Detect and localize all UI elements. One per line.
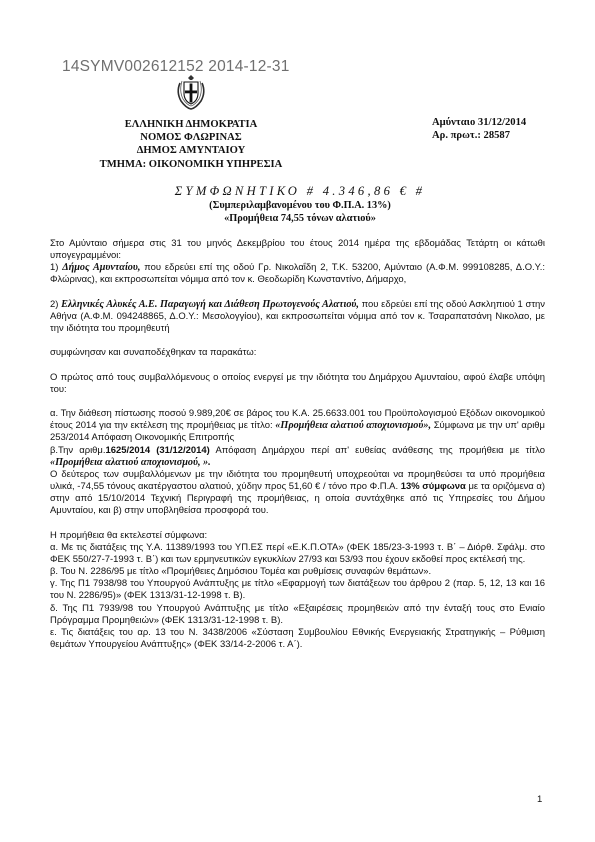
procurement-intro: Η προμήθεια θα εκτελεστεί σύμφωνα: <box>50 529 208 541</box>
document-identifier-watermark: 14SYMV002612152 2014-12-31 <box>62 58 290 75</box>
clause-beta <box>50 445 545 469</box>
party-one-details: που εδρεύει επί της οδού Γρ. Νικολαΐδη 2, Τ.Κ. 53200, Αμύνταιο (Α.Φ.Μ. 999108285, Δ.Ο.Υ.: Φλώρινας), και εκπροσωπείται νόμιμα από τον κ. Θεοδωρίδη Κωνσταντίνο, Δήμαρχο, <box>50 262 545 286</box>
page-number: 1 <box>537 794 543 805</box>
party-two-paragraph <box>50 299 545 335</box>
authority-line: ΝΟΜΟΣ ΦΛΩΡΙΝΑΣ <box>140 132 242 144</box>
protocol-number: Αρ. πρωτ.: 28587 <box>432 130 511 142</box>
contract-body <box>50 238 545 651</box>
clause-alpha <box>50 408 545 444</box>
clause-beta-prefix: β.Την αριθμ. <box>50 444 106 456</box>
authority-line: ΔΗΜΟΣ ΑΜΥΝΤΑΙΟΥ <box>136 145 246 157</box>
second-party-text: Ο δεύτερος των συμβαλλόμενων με την ιδιότητα του προμηθευτή υποχρεούται να προμηθεύσει τα υπό προμήθεια υλικά, -74,55 τόνους ακατέργαστου αλατιού, χύδην προς 51,60 € / τόνο προ Φ.Π.Α. <box>50 468 545 493</box>
document-date: Αμύνταιο 31/12/2014 <box>432 117 527 128</box>
party-one-paragraph <box>50 262 545 286</box>
issuing-authority-block <box>80 118 302 171</box>
clause-beta-decision-number: 1625/2014 (31/12/2014) <box>105 444 210 456</box>
contract-title: ΣΥΜΦΩΝΗΤΙΚΟ # 4.346,86 € # <box>174 184 426 198</box>
procurement-item: γ. Της Π1 7938/98 του Υπουργού Ανάπτυξης με τίτλο «Εφαρμογή των διατάξεων του άρθρου 2 (παρ. 5, 12, 13 και 16 του Ν. 2286/95)» (ΦΕΚ 1313/31-12-1998 τ. Β). <box>50 578 545 602</box>
intro-paragraph: Στο Αμύνταιο σήμερα στις 31 του μηνός Δεκεμβρίου του έτους 2014 ημέρα της εβδομάδας Τετάρτη οι κάτωθι υπογεγραμμένοι: <box>50 238 545 262</box>
procurement-item: α. Με τις διατάξεις της Υ.Α. 11389/1993 του ΥΠ.ΕΣ περί «Ε.Κ.Π.ΟΤΑ» (ΦΕΚ 185/23-3-1993 τ. Β΄ – Διόρθ. Σφάλμ. στο ΦΕΚ 550/27-7-1993 τ. Β΄) και των ερμηνευτικών εγκυκλίων 27/93 και 53/93 που έχουν εκδοθεί προς εκτέλεσή της. <box>50 541 545 565</box>
clause-alpha-text: α. Την διάθεση πίστωσης ποσού 9.989,20€ σε βάρος του Κ.Α. 25.6633.001 του Προϋπολογισμού Εξόδων οικονομικού έτους 2014 για την εκτέλεση της προμήθειας με τίτλο: <box>50 408 545 432</box>
first-party-paragraph: Ο πρώτος από τους συμβαλλόμενους ο οποίος ενεργεί με την ιδιότητα του Δημάρχου Αμυνταίου, αφού έλαβε υπόψη του: <box>50 371 545 395</box>
authority-line: ΤΜΗΜΑ: ΟΙΚΟΝΟΜΙΚΗ ΥΠΗΡΕΣΙΑ <box>99 158 283 170</box>
second-party-vat: 13% σύμφωνα <box>400 481 466 493</box>
procurement-item: ε. Τις διατάξεις του αρ. 13 του Ν. 3438/2006 «Σύσταση Συμβουλίου Εθνικής Ενεργειακής Στρατηγικής – Ρύθμιση θεμάτων Υπουργείου Ανάπτυξης» (ΦΕΚ 33/14-2-2006 τ. Α΄). <box>50 626 545 651</box>
contract-title-block <box>110 183 490 226</box>
authority-line: ΕΛΛΗΝΙΚΗ ΔΗΜΟΚΡΑΤΙΑ <box>124 119 258 130</box>
clause-alpha-title: «Προμήθεια αλατιού αποχιονισμού», <box>275 420 432 432</box>
vat-note: (Συμπεριλαμβανομένου του Φ.Π.Α. 13%) <box>209 200 391 211</box>
party-two-details: που εδρεύει επί της οδού Ασκληπιού 1 στην Αθήνα (Α.Φ.Μ. 094248865, Δ.Ο.Υ.: Μεσολογγίου), και εκπροσωπείται νόμιμα από τον κ. Τσαραπατσάνη Νικολαο, με την ιδιότητα του προμηθευτή <box>50 298 546 335</box>
procurement-item: β. Του Ν. 2286/95 με τίτλο «Προμήθειες Δημόσιου Τομέα και ρυθμίσεις συναφών θεμάτων». <box>50 566 432 578</box>
party-one-number: 1) <box>50 262 63 274</box>
party-one-name: Δήμος Αμυνταίου, <box>62 262 141 274</box>
procurement-subject: «Προμήθεια 74,55 τόνων αλατιού» <box>224 213 376 225</box>
second-party-rest: με τα οριζόμενα α) στην από 15/10/2014 Τεχνική Περιγραφή της προμήθειας, η οποία συντάχθηκε από τις Υπηρεσίες του Δήμου Αμυνταίου, και β) στην υποβληθείσα προσφορά του. <box>50 481 546 517</box>
party-two-name: Ελληνικές Αλυκές Α.Ε. Παραγωγή και Διάθεση Πρωτογενούς Αλατιού, <box>61 298 359 310</box>
clause-beta-title: «Προμήθεια αλατιού αποχιονισμού, ». <box>50 456 211 468</box>
date-protocol-block <box>432 116 526 142</box>
agreement-statement: συμφώνησαν και συναποδέχθηκαν τα παρακάτω: <box>50 347 257 359</box>
second-party-paragraph <box>50 469 545 518</box>
party-two-number: 2) <box>50 298 62 310</box>
procurement-item: δ. Της Π1 7939/98 του Υπουργού Ανάπτυξης με τίτλο «Εξαιρέσεις προμηθειών από την ένταξή τους στο Ενιαίο Πρόγραμμα Προμηθειών» (ΦΕΚ 1313/31-12-1998 τ. Β). <box>50 602 545 626</box>
coat-of-arms-icon <box>174 74 208 110</box>
clause-beta-text: Απόφαση Δημάρχου περί απ' ευθείας ανάθεσης της προμήθεια με τίτλο <box>209 444 545 456</box>
clause-alpha-rest: Σύμφωνα με την υπ' αριθμ 253/2014 Απόφαση Οικονομικής Επιτροπής <box>50 420 545 444</box>
